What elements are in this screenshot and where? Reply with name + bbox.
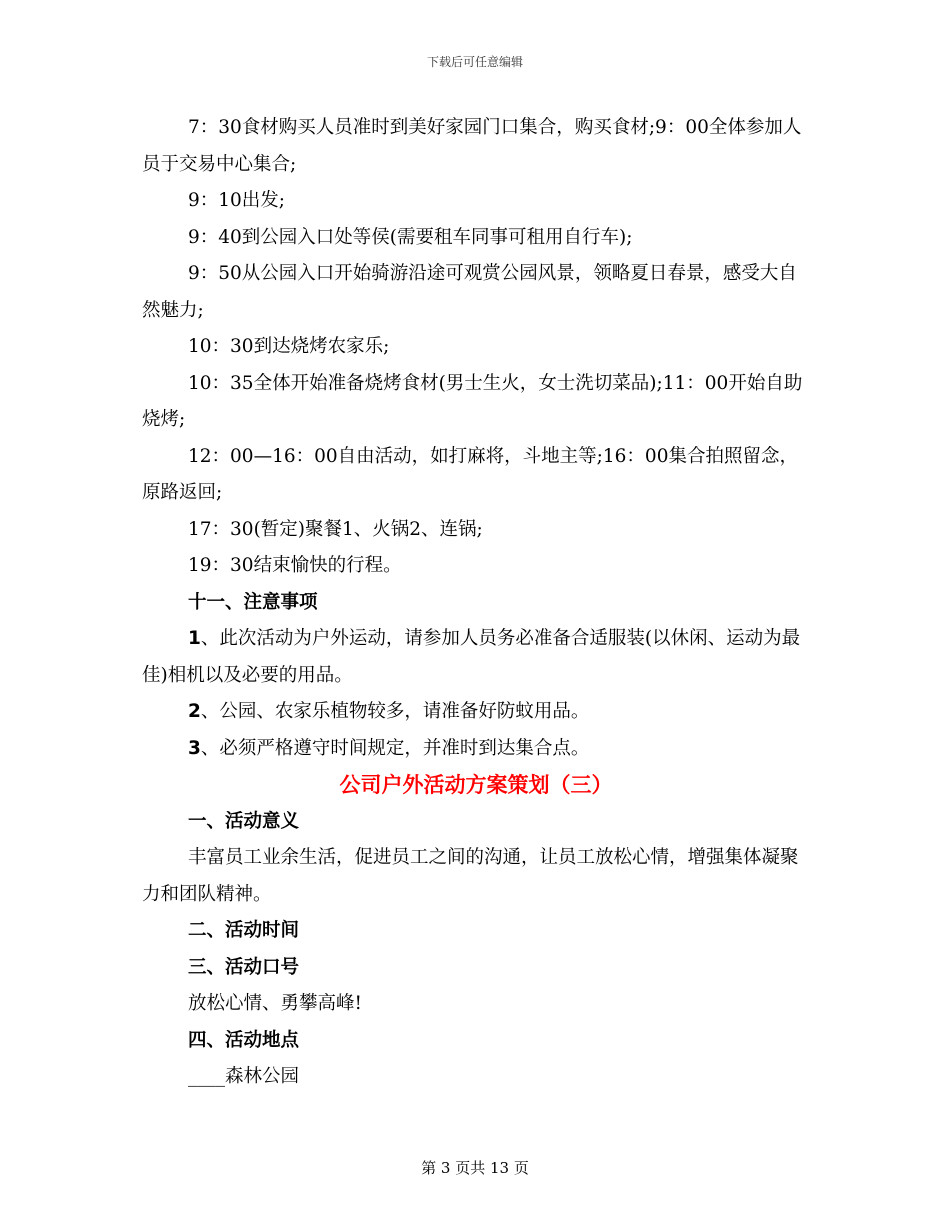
schedule-item: 9：10出发; — [188, 190, 286, 211]
note-number: 2 — [188, 701, 201, 722]
note-item — [142, 694, 810, 731]
note-text: 、必须严格遵守时间规定，并准时到达集合点。 — [200, 737, 590, 759]
schedule-item: 12：00—16：00自由活动，如打麻将，斗地主等;16：00集合拍照留念，原路返回; — [142, 445, 798, 503]
schedule-item: 10：30到达烧烤农家乐; — [188, 336, 390, 357]
schedule-item: 17：30(暂定)聚餐1、火锅2、连锅; — [188, 518, 483, 540]
schedule-item: 9：50从公园入口开始骑游沿途可观赏公园风景，领略夏日春景，感受大自然魅力; — [142, 263, 797, 321]
section-heading: 一、活动意义 — [188, 810, 300, 832]
schedule-item: 19：30结束愉快的行程。 — [188, 555, 402, 576]
page-footer: 第 3 页共 13 页 — [421, 1159, 529, 1177]
section-body: ____森林公园 — [188, 1066, 300, 1087]
section-heading: 四、活动地点 — [188, 1029, 300, 1051]
section-heading: 二、活动时间 — [188, 920, 300, 941]
plan-title: 公司户外活动方案策划（三） — [339, 773, 613, 797]
note-text: 、公园、农家乐植物较多，请准备好防蚊用品。 — [200, 701, 590, 722]
schedule-item: 9：40到公园入口处等侯(需要租车同事可租用自行车); — [188, 226, 633, 248]
note-item — [142, 621, 810, 694]
note-item — [142, 731, 810, 768]
schedule-item: 10：35全体开始准备烧烤食材(男士生火，女士洗切菜品);11：00开始自助烧烤; — [142, 372, 803, 430]
section-body: 丰富员工业余生活，促进员工之间的沟通，让员工放松心情，增强集体凝聚力和团队精神。 — [142, 847, 799, 905]
note-number: 3 — [188, 737, 201, 759]
note-text: 、此次活动为户外运动，请参加人员务必准备合适服装(以休闲、运动为最佳)相机以及必要的用品。 — [142, 628, 801, 686]
notes-heading: 十一、注意事项 — [188, 591, 318, 613]
document-body — [142, 110, 810, 1096]
page-header: 下载后可任意编辑 — [426, 55, 523, 69]
section-heading: 三、活动口号 — [188, 956, 300, 978]
note-number: 1 — [188, 628, 201, 649]
schedule-item: 7：30食材购买人员准时到美好家园门口集合，购买食材;9：00全体参加人员于交易中心集合; — [142, 117, 802, 175]
section-body: 放松心情、勇攀高峰! — [188, 993, 362, 1014]
